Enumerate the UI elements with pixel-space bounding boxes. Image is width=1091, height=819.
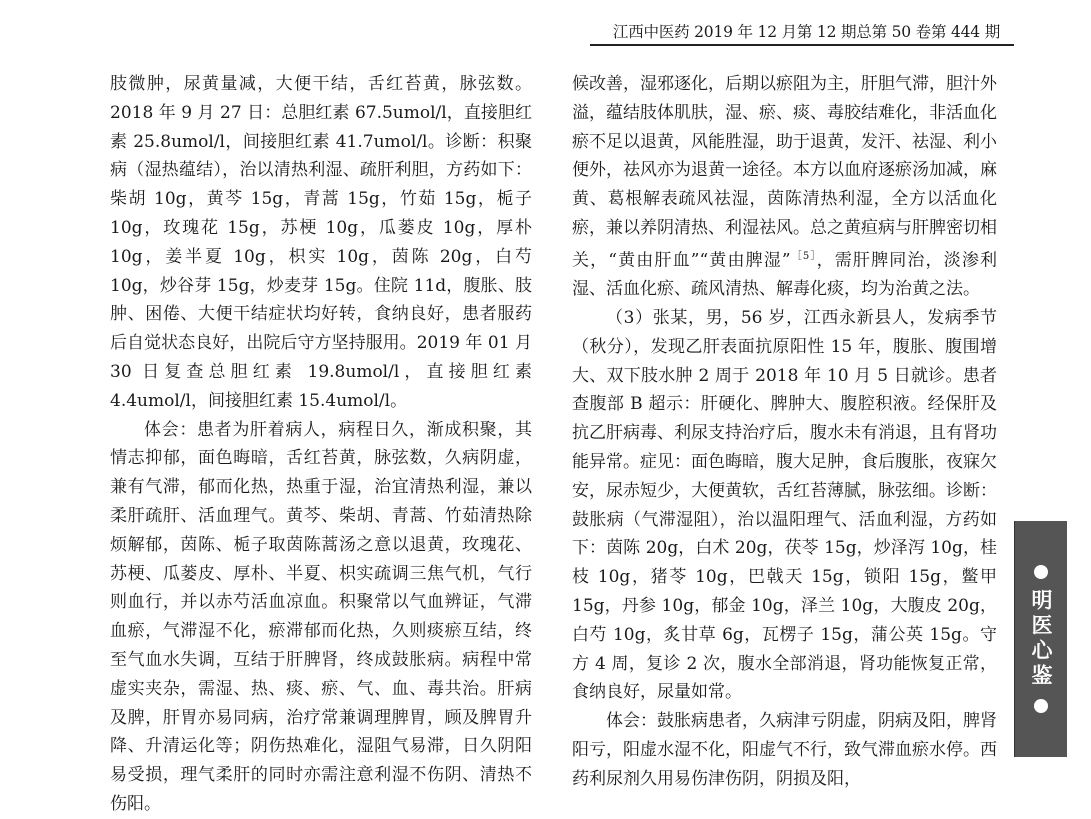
left-column: [110, 70, 532, 819]
reference-citation: ［5］: [790, 250, 817, 262]
section-side-tab: [1014, 521, 1067, 757]
bullet-dot-icon: [1034, 699, 1048, 713]
running-header: [590, 22, 1014, 46]
section-label: 明医心鉴: [1029, 589, 1053, 689]
continued-text-end: ，需肝脾同治，淡渗利湿、活血化瘀、疏风清热、解毒化痰，均为治黄之法。: [572, 250, 997, 300]
case-paragraph: 肢微肿，尿黄量减，大便干结，舌红苔黄，脉弦数。2018 年 9 月 27 日：总胆红素 67.5umol/l，直接胆红素 25.8umol/l，间接胆红素 41.7umol/l。诊断：积聚病（湿热蕴结），治以清热利湿、疏肝利胆，方药如下：柴胡 10g，黄芩 15g，青蒿 15g，竹茹 15g，栀子 10g，玫瑰花 15g，苏梗 10g，瓜蒌皮 10g，厚朴 10g，姜半夏 10g，枳实 10g，茵陈 20g，白芍 10g，炒谷芽 15g，炒麦芽 15g。住院 11d，腹胀、肢肿、困倦、大便干结症状均好转，食纳良好，患者服药后自觉状态良好，出院后守方坚持服用。2019 年 01 月 30 日复查总胆红素 19.8umol/l，直接胆红素 4.4umol/l，间接胆红素 15.4umol/l。: [110, 74, 532, 411]
reflection-paragraph: 体会：患者为肝着病人，病程日久，渐成积聚，其情志抑郁，面色晦暗，舌红苔黄，脉弦数，久病阴虚，兼有气滞，郁而化热，热重于湿，治宜清热利湿，兼以柔肝疏肝、活血理气。黄芩、柴胡、青蒿、竹茹清热除烦解郁，茵陈、栀子取茵陈蒿汤之意以退黄，玫瑰花、苏梗、瓜蒌皮、厚朴、半夏、枳实疏调三焦气机，气行则血行，并以赤芍活血凉血。积聚常以气血辨证，气滞血瘀，气滞湿不化，瘀滞郁而化热，久则痰瘀互结，终至气血水失调，互结于肝脾肾，终成鼓胀病。病程中常虚实夹杂，需湿、热、痰、瘀、气、血、毒共治。肝病及脾，肝胃亦易同病，治疗常兼调理脾胃，顾及脾胃升降、升清运化等；阴伤热难化，湿阻气易滞，日久阴阳易受损，理气柔肝的同时亦需注意利湿不伤阴、清热不伤阳。: [110, 419, 532, 814]
case-3-reflection-paragraph: 体会：鼓胀病患者，久病津亏阴虚，阴病及阳，脾肾阳亏，阳虚水湿不化，阳虚气不行，致气滞血瘀水停。西药利尿剂久用易伤津伤阴，阴损及阳，: [572, 711, 997, 789]
case-3-paragraph: （3）张某，男，56 岁，江西永新县人，发病季节（秋分），发现乙肝表面抗原阳性 15 年，腹胀、腹围增大、双下肢水肿 2 周于 2018 年 10 月 5 日就诊。患者查腹部 B 超示：肝硬化、脾肿大、腹腔积液。经保肝及抗乙肝病毒、利尿支持治疗后，腹水未有消退，且有肾功能异常。症见：面色晦暗，腹大足肿，食后腹胀，夜寐欠安，尿赤短少，大便黄软，舌红苔薄腻，脉弦细。诊断：鼓胀病（气滞湿阻），治以温阳理气、活血利湿，方药如下：茵陈 20g，白术 20g，茯苓 15g，炒泽泻 10g，桂枝 10g，猪苓 10g，巴戟天 15g，锁阳 15g，鳖甲 15g，丹参 10g，郁金 10g，泽兰 10g，大腹皮 20g，白芍 10g，炙甘草 6g，瓦楞子 15g，蒲公英 15g。守方 4 周，复诊 2 次，腹水全部消退，肾功能恢复正常，食纳良好，尿量如常。: [572, 308, 997, 703]
continued-text: 候改善，湿邪逐化，后期以瘀阻为主，肝胆气滞，胆汁外溢，蕴结肢体肌肤，湿、瘀、痰、毒胶结难化，非活血化瘀不足以退黄，风能胜湿，助于退黄，发汗、祛湿、利小便外，祛风亦为退黄一途径。本方以血府逐瘀汤加减，麻黄、葛根解表疏风祛湿，茵陈清热利湿，全方以活血化瘀，兼以养阴清热、利湿祛风。总之黄疸病与肝脾密切相关，“黄由肝血”“黄由脾湿”: [572, 74, 997, 271]
bullet-dot-icon: [1034, 565, 1048, 579]
right-column: [572, 70, 997, 794]
journal-issue-line: 江西中医药 2019 年 12 月第 12 期总第 50 卷第 444 期: [612, 23, 1000, 41]
continued-paragraph: [572, 70, 997, 304]
